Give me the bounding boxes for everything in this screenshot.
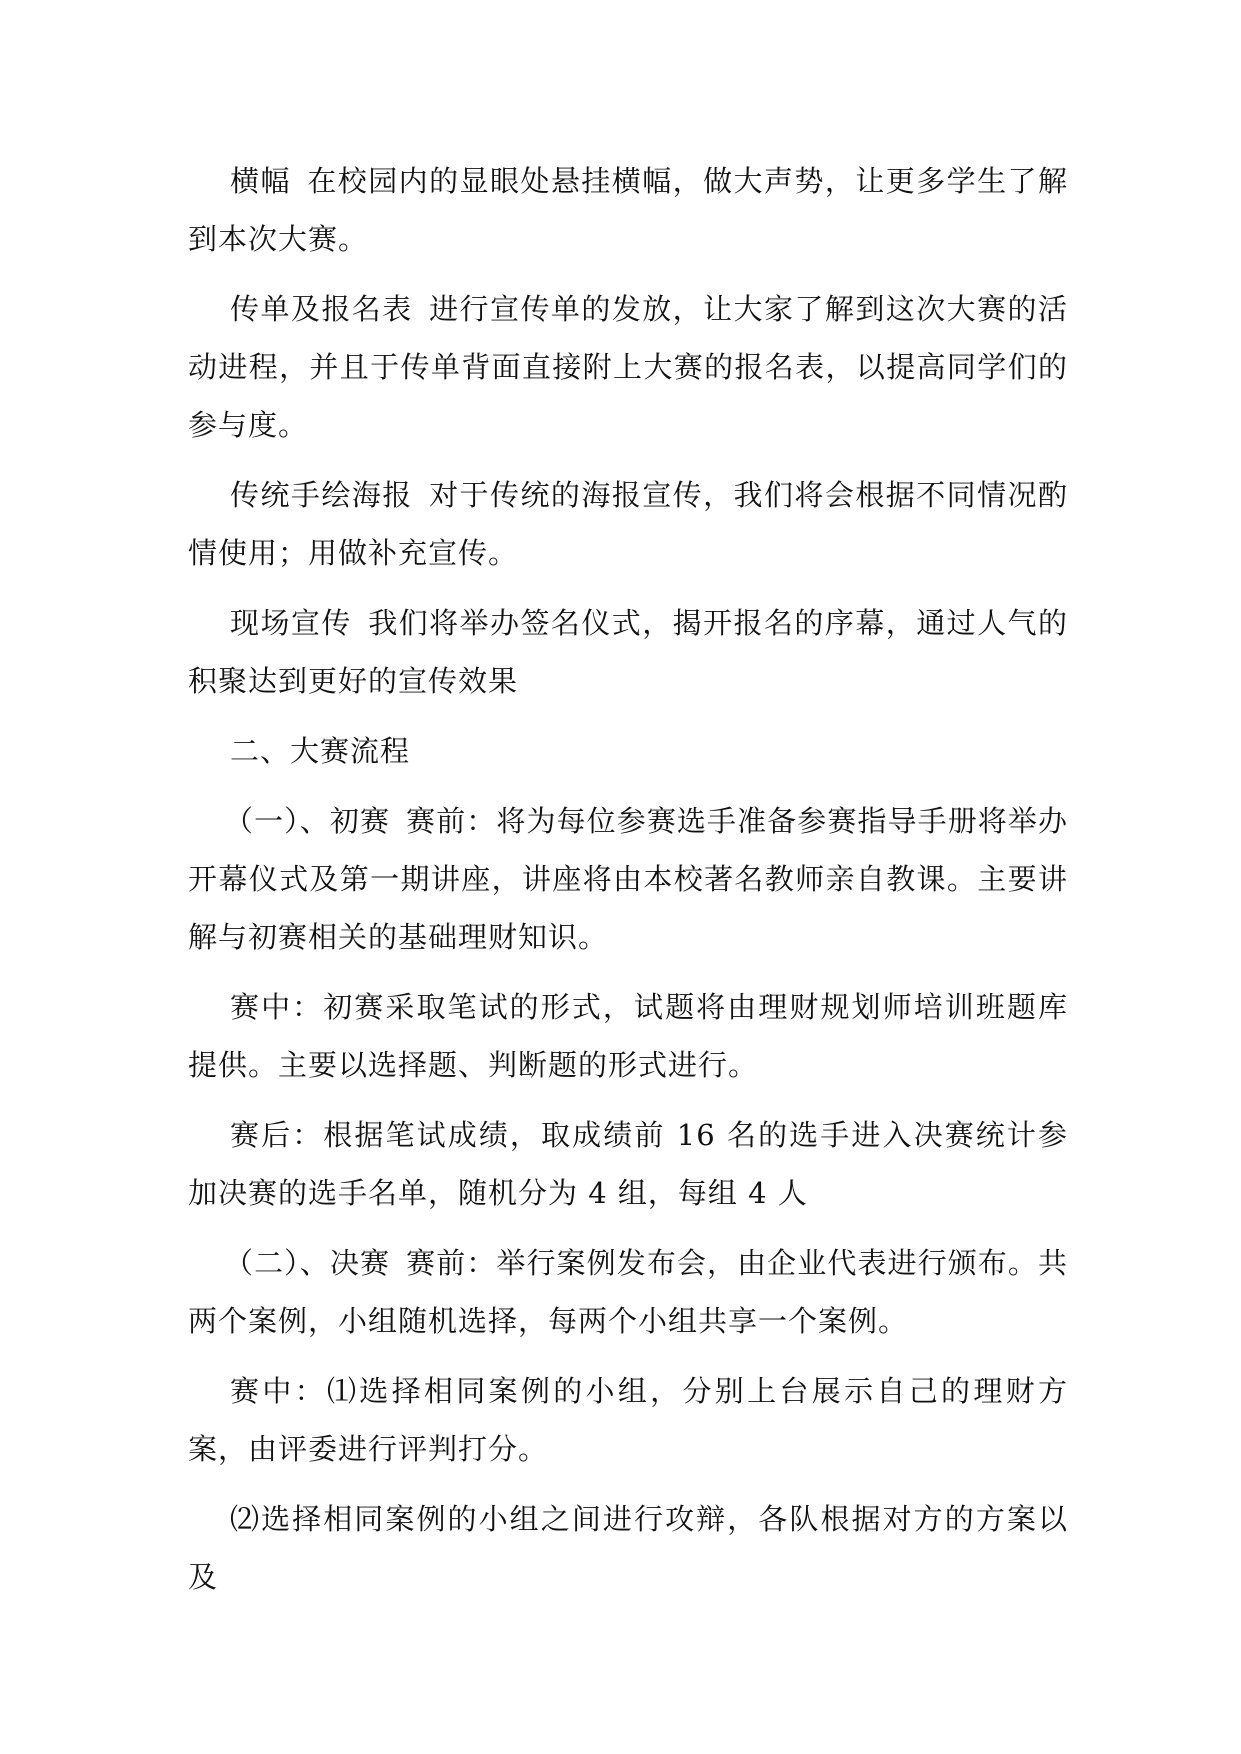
paragraph-text: 二、大赛流程 bbox=[230, 734, 411, 768]
paragraph-lead: 传单及报名表 bbox=[230, 292, 413, 326]
paragraph-final bbox=[188, 1234, 1068, 1350]
paragraph-lead: 现场宣传 bbox=[230, 606, 352, 640]
paragraph-final-during bbox=[188, 1362, 1068, 1478]
paragraph-banner bbox=[188, 152, 1068, 268]
paragraph-lead: （一）、初赛 bbox=[224, 804, 391, 838]
paragraph-text: 赛前：举行案例发布会，由企业代表进行颁布。共两个案例，小组随机选择，每两个小组共享一个案例。 bbox=[188, 1246, 1068, 1338]
paragraph-text: 在校园内的显眼处悬挂横幅，做大声势，让更多学生了解到本次大赛。 bbox=[188, 164, 1068, 256]
paragraph-flyers bbox=[188, 280, 1068, 454]
paragraph-text: 赛中：初赛采取笔试的形式，试题将由理财规划师培训班题库提供。主要以选择题、判断题的形式进行。 bbox=[188, 990, 1068, 1082]
paragraph-text: 进行宣传单的发放，让大家了解到这次大赛的活动进程，并且于传单背面直接附上大赛的报名表，以提高同学们的参与度。 bbox=[188, 292, 1068, 442]
paragraph-final-debate bbox=[188, 1490, 1068, 1606]
paragraph-text: 赛中：⑴选择相同案例的小组，分别上台展示自己的理财方案，由评委进行评判打分。 bbox=[188, 1374, 1068, 1466]
paragraph-text: 赛前：将为每位参赛选手准备参赛指导手册将举办开幕仪式及第一期讲座，讲座将由本校著名教师亲自教课。主要讲解与初赛相关的基础理财知识。 bbox=[188, 804, 1068, 954]
paragraph-preliminary-during bbox=[188, 978, 1068, 1094]
section-heading-process bbox=[188, 722, 1068, 780]
paragraph-text: 赛后：根据笔试成绩，取成绩前 16 名的选手进入决赛统计参加决赛的选手名单，随机分为 4 组，每组 4 人 bbox=[188, 1118, 1068, 1210]
paragraph-lead: （二）、决赛 bbox=[224, 1246, 391, 1280]
paragraph-text: 对于传统的海报宣传，我们将会根据不同情况酌情使用；用做补充宣传。 bbox=[188, 478, 1068, 570]
paragraph-text: 我们将举办签名仪式，揭开报名的序幕，通过人气的积聚达到更好的宣传效果 bbox=[188, 606, 1068, 698]
paragraph-lead: 传统手绘海报 bbox=[230, 478, 413, 512]
paragraph-lead: 横幅 bbox=[230, 164, 291, 198]
paragraph-onsite bbox=[188, 594, 1068, 710]
paragraph-preliminary-after bbox=[188, 1106, 1068, 1222]
paragraph-text: ⑵选择相同案例的小组之间进行攻辩，各队根据对方的方案以及 bbox=[188, 1502, 1068, 1594]
paragraph-preliminary bbox=[188, 792, 1068, 966]
paragraph-posters bbox=[188, 466, 1068, 582]
document-body bbox=[188, 152, 1068, 1618]
